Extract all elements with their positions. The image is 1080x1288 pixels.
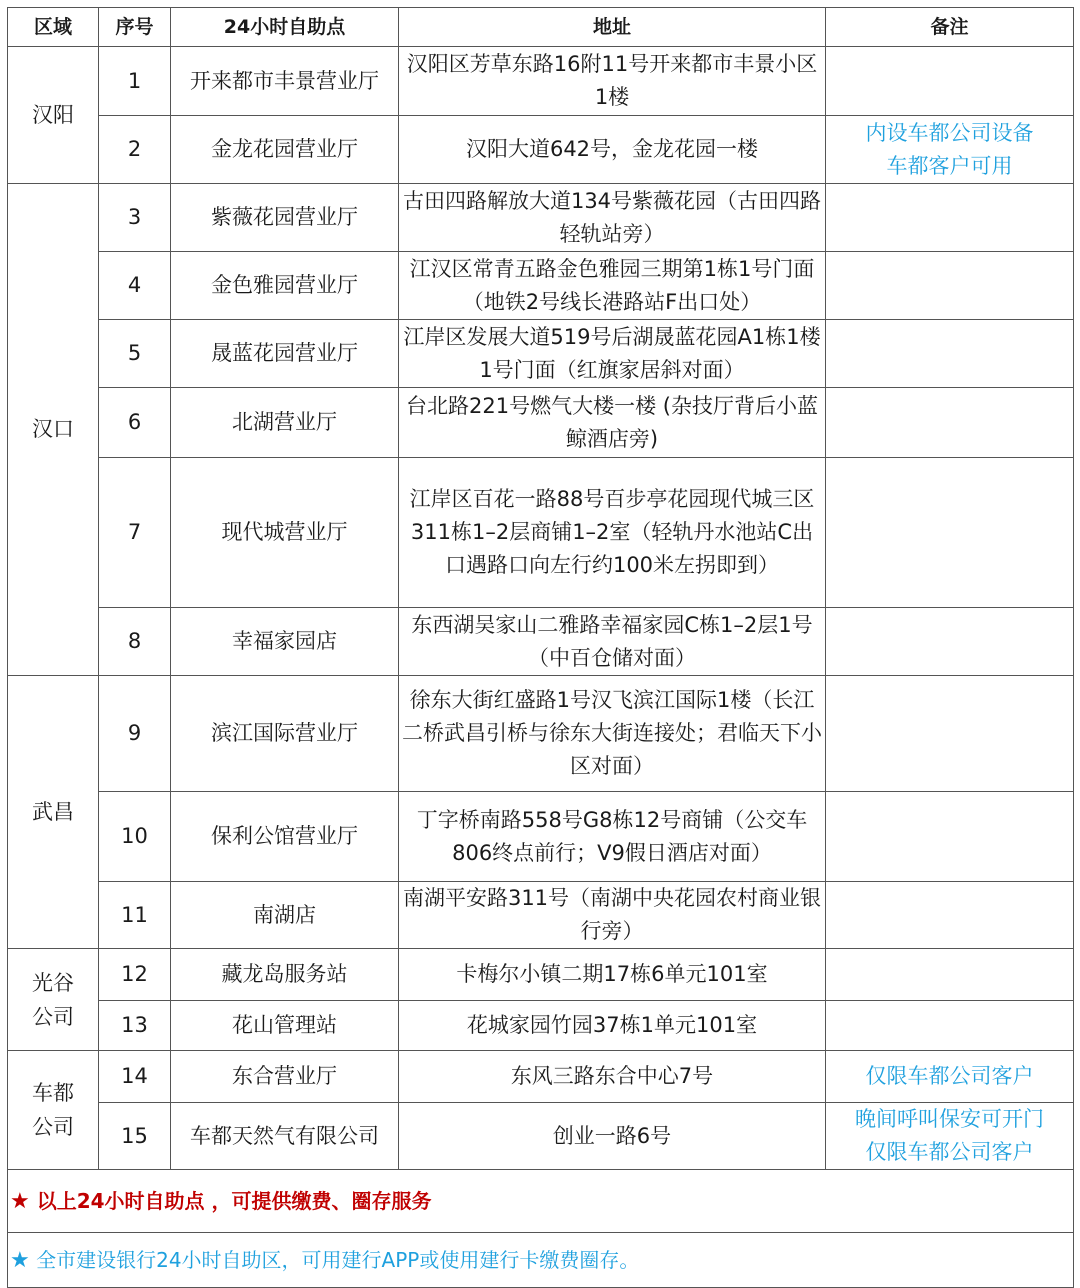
remark-line: 内设车都公司设备 (865, 120, 1034, 145)
remark-line: 晚间呼叫保安可开门 (855, 1107, 1044, 1131)
table-row (8, 116, 1074, 184)
number-cell: 15 (99, 1103, 171, 1170)
star-icon: ★ (10, 1247, 30, 1273)
remarks-cell (826, 792, 1074, 882)
region-cell: 光谷公司 (8, 949, 99, 1051)
number-cell: 7 (99, 458, 171, 608)
remarks-cell (826, 949, 1074, 1001)
service-point-name-cell: 东合营业厅 (171, 1051, 399, 1103)
region-cell: 汉口 (8, 184, 99, 676)
remarks-cell (826, 882, 1074, 949)
table-row (8, 792, 1074, 882)
service-point-name-cell: 金龙花园营业厅 (171, 116, 399, 184)
service-point-name-cell: 现代城营业厅 (171, 458, 399, 608)
table-row (8, 47, 1074, 116)
service-points-table (7, 7, 1074, 1288)
remarks-cell (826, 608, 1074, 676)
service-point-name-cell: 车都天然气有限公司 (171, 1103, 399, 1170)
service-point-name-cell: 北湖营业厅 (171, 388, 399, 458)
address-cell: 花城家园竹园37栋1单元101室 (399, 1001, 826, 1051)
number-cell: 1 (99, 47, 171, 116)
remarks-cell (826, 1103, 1074, 1170)
header-address: 地址 (399, 8, 826, 47)
address-cell: 古田四路解放大道134号紫薇花园（古田四路轻轨站旁） (399, 184, 826, 252)
remark-line: 车都客户可用 (886, 153, 1013, 178)
remarks-cell (826, 458, 1074, 608)
remark-line: 仅限车都公司客户 (865, 1140, 1034, 1164)
footer-row-ccb (8, 1233, 1074, 1288)
address-cell: 汉阳区芳草东路16附11号开来都市丰景小区1楼 (399, 47, 826, 116)
remarks-cell (826, 1001, 1074, 1051)
region-cell: 汉阳 (8, 47, 99, 184)
address-cell: 江岸区发展大道519号后湖晟蓝花园A1栋1楼1号门面（红旗家居斜对面） (399, 320, 826, 388)
remarks-cell (826, 320, 1074, 388)
remarks-cell (826, 184, 1074, 252)
service-point-name-cell: 花山管理站 (171, 1001, 399, 1051)
remarks-cell (826, 676, 1074, 792)
region-cell: 武昌 (8, 676, 99, 949)
region-cell: 车都公司 (8, 1051, 99, 1170)
table-row (8, 388, 1074, 458)
service-point-name-cell: 晟蓝花园营业厅 (171, 320, 399, 388)
table-row (8, 608, 1074, 676)
address-cell: 南湖平安路311号（南湖中央花园农村商业银行旁） (399, 882, 826, 949)
header-service-point: 24小时自助点 (171, 8, 399, 47)
remark-line: 仅限车都公司客户 (865, 1064, 1034, 1088)
address-cell: 徐东大街红盛路1号汉飞滨江国际1楼（长江二桥武昌引桥与徐东大街连接处；君临天下小区对面） (399, 676, 826, 792)
number-cell: 14 (99, 1051, 171, 1103)
number-cell: 5 (99, 320, 171, 388)
address-cell: 江汉区常青五路金色雅园三期第1栋1号门面（地铁2号线长港路站F出口处） (399, 252, 826, 320)
footer-text-services: 以上24小时自助点 ，可提供缴费、圈存服务 (36, 1188, 432, 1213)
service-point-name-cell: 藏龙岛服务站 (171, 949, 399, 1001)
remarks-cell (826, 252, 1074, 320)
remarks-cell (826, 1051, 1074, 1103)
number-cell: 4 (99, 252, 171, 320)
address-cell: 卡梅尔小镇二期17栋6单元101室 (399, 949, 826, 1001)
service-point-name-cell: 南湖店 (171, 882, 399, 949)
table-row (8, 1051, 1074, 1103)
header-region: 区域 (8, 8, 99, 47)
address-cell: 东风三路东合中心7号 (399, 1051, 826, 1103)
service-point-name-cell: 金色雅园营业厅 (171, 252, 399, 320)
service-point-name-cell: 滨江国际营业厅 (171, 676, 399, 792)
star-icon: ★ (10, 1188, 30, 1214)
address-cell: 丁字桥南路558号G8栋12号商铺（公交车806终点前行；V9假日酒店对面） (399, 792, 826, 882)
footer-row-services (8, 1170, 1074, 1233)
service-point-name-cell: 紫薇花园营业厅 (171, 184, 399, 252)
table-row (8, 458, 1074, 608)
remarks-cell (826, 47, 1074, 116)
service-points-table-wrap (7, 7, 1073, 1288)
footer-note-services (8, 1170, 1074, 1233)
header-remarks: 备注 (826, 8, 1074, 47)
table-row (8, 320, 1074, 388)
table-row (8, 676, 1074, 792)
footer-text-ccb: 全市建设银行24小时自助区，可用建行APP或使用建行卡缴费圈存。 (36, 1247, 640, 1272)
remarks-cell (826, 116, 1074, 184)
service-point-name-cell: 开来都市丰景营业厅 (171, 47, 399, 116)
table-header-row (8, 8, 1074, 47)
number-cell: 12 (99, 949, 171, 1001)
number-cell: 2 (99, 116, 171, 184)
table-row (8, 252, 1074, 320)
table-row (8, 1001, 1074, 1051)
number-cell: 6 (99, 388, 171, 458)
address-cell: 汉阳大道642号，金龙花园一楼 (399, 116, 826, 184)
address-cell: 台北路221号燃气大楼一楼 (杂技厅背后小蓝鲸酒店旁) (399, 388, 826, 458)
service-point-name-cell: 保利公馆营业厅 (171, 792, 399, 882)
number-cell: 10 (99, 792, 171, 882)
table-row (8, 949, 1074, 1001)
footer-note-ccb (8, 1233, 1074, 1288)
table-row (8, 184, 1074, 252)
remarks-cell (826, 388, 1074, 458)
table-row (8, 882, 1074, 949)
number-cell: 9 (99, 676, 171, 792)
number-cell: 11 (99, 882, 171, 949)
number-cell: 8 (99, 608, 171, 676)
header-number: 序号 (99, 8, 171, 47)
number-cell: 13 (99, 1001, 171, 1051)
service-point-name-cell: 幸福家园店 (171, 608, 399, 676)
address-cell: 东西湖吴家山二雅路幸福家园C栋1–2层1号（中百仓储对面） (399, 608, 826, 676)
address-cell: 江岸区百花一路88号百步亭花园现代城三区311栋1–2层商铺1–2室（轻轨丹水池站C出口遇路口向左行约100米左拐即到） (399, 458, 826, 608)
number-cell: 3 (99, 184, 171, 252)
address-cell: 创业一路6号 (399, 1103, 826, 1170)
table-row (8, 1103, 1074, 1170)
